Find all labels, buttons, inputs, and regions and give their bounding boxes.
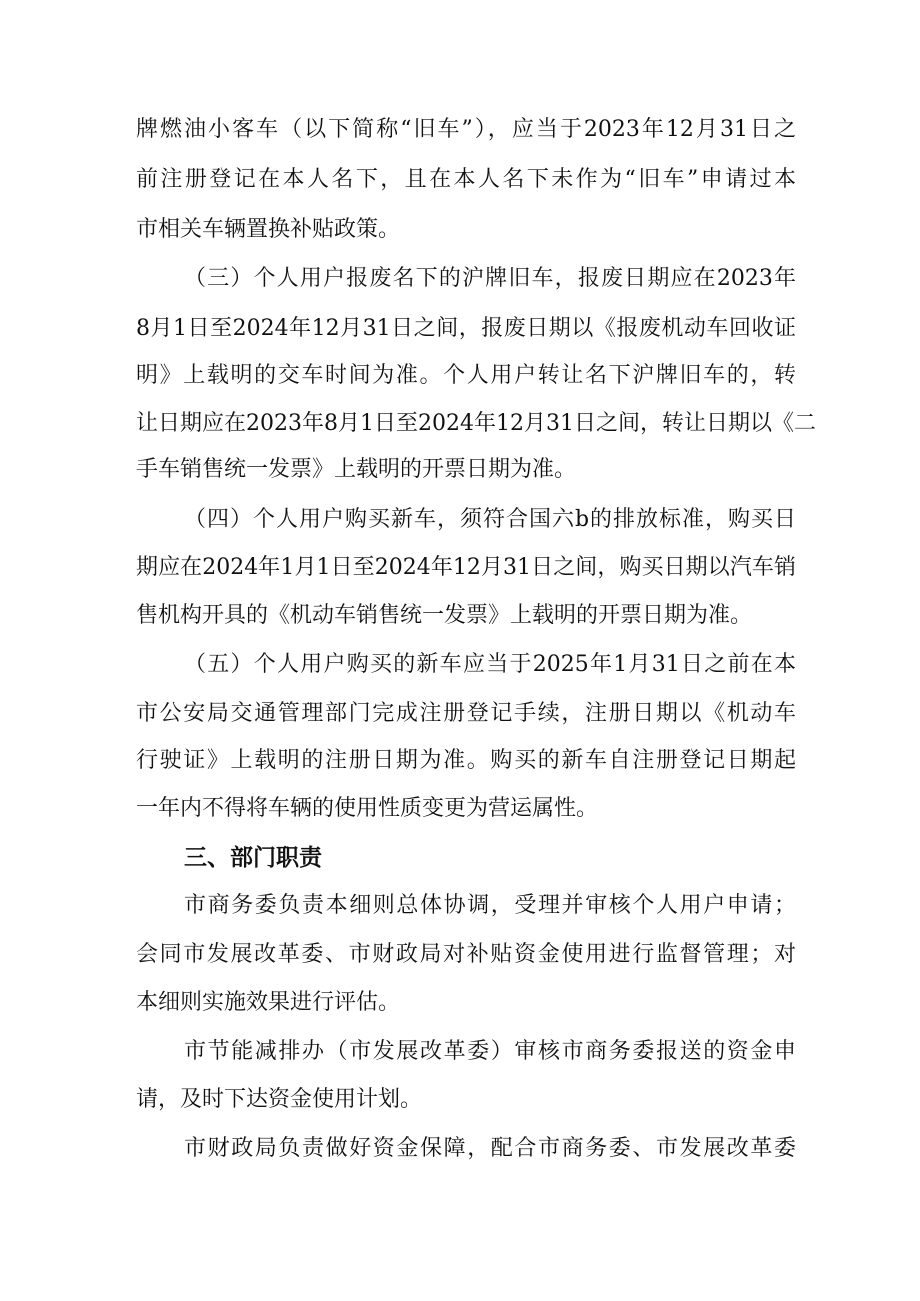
paragraph-line: 市商务委负责本细则总体协调，受理并审核个人用户申请； [184,893,796,918]
paragraph-line: （四）个人用户购买新车，须符合国六b的排放标准，购买日 [184,507,796,532]
paragraph-line: 售机构开具的《机动车销售统一发票》上载明的开票日期为准。 [136,603,753,628]
paragraph-line: 行驶证》上载明的注册日期为准。购买的新车自注册登记日期起 [136,748,796,773]
section-heading: 三、部门职责 [184,845,322,871]
paragraph-line: 会同市发展改革委、市财政局对补贴资金使用进行监督管理；对 [136,942,796,967]
paragraph-line: 牌燃油小客车（以下简称“旧车”），应当于2023年12月31日之 [136,117,796,142]
paragraph-line: 8月1日至2024年12月31日之间，报废日期以《报废机动车回收证 [136,316,796,341]
paragraph-line: 本细则实施效果进行评估。 [136,990,401,1015]
paragraph-line: （三）个人用户报废名下的沪牌旧车，报废日期应在2023年 [184,266,796,291]
paragraph-line: 手车销售统一发票》上载明的开票日期为准。 [136,457,577,482]
paragraph-line: 期应在2024年1月1日至2024年12月31日之间，购买日期以汽车销 [136,555,796,580]
paragraph-line: 市相关车辆置换补贴政策。 [136,217,401,242]
paragraph-line: 明》上载明的交车时间为准。个人用户转让名下沪牌旧车的，转 [136,363,796,388]
paragraph-line: 让日期应在2023年8月1日至2024年12月31日之间，转让日期以《二 [136,411,816,436]
paragraph-line: 市财政局负责做好资金保障，配合市商务委、市发展改革委 [184,1136,796,1161]
paragraph-line: 前注册登记在本人名下，且在本人名下未作为“旧车”申请过本 [136,167,796,192]
paragraph-line: 一年内不得将车辆的使用性质变更为营运属性。 [136,796,599,821]
paragraph-line: 请，及时下达资金使用计划。 [136,1087,423,1112]
paragraph-line: （五）个人用户购买的新车应当于2025年1月31日之前在本 [184,652,796,677]
paragraph-line: 市节能减排办（市发展改革委）审核市商务委报送的资金申 [184,1039,796,1064]
paragraph-line: 市公安局交通管理部门完成注册登记手续，注册日期以《机动车 [136,701,796,726]
